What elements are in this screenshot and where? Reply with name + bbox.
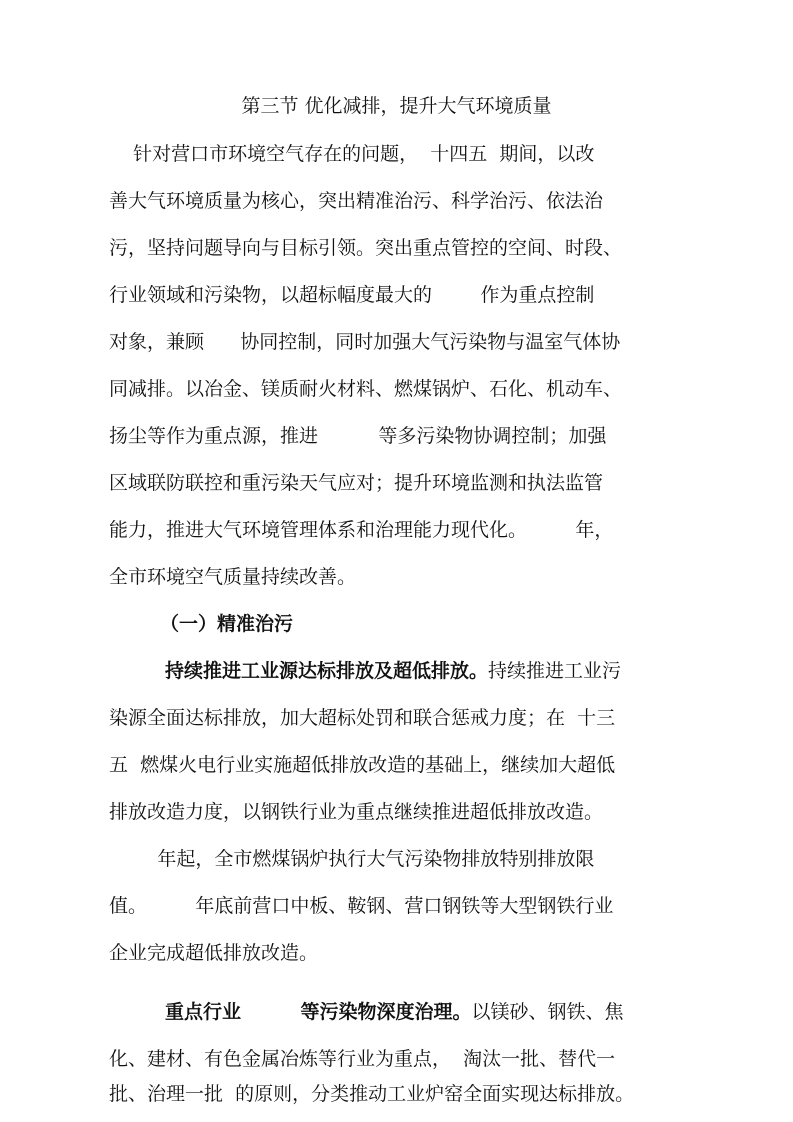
paragraph-line: 区域联防联控和重污染天气应对；提升环境监测和执法监管 [109,472,604,494]
paragraph-line: 值。 年底前营口中板、鞍钢、营口钢铁等大型钢铁行业 [109,895,614,917]
paragraph-first-line [165,657,621,685]
paragraph-line: 行业领域和污染物，以超标幅度最大的 作为重点控制 [109,284,595,306]
paragraph-line: 扬尘等作为重点源，推进 等多污染物协调控制；加强 [109,425,607,447]
paragraph-text: 以镁砂、钢铁、焦 [471,1001,624,1023]
paragraph-line: 污，坚持问题导向与目标引领。突出重点管控的空间、时段、 [109,237,623,259]
paragraph-first-line [165,998,624,1026]
paragraph-line: 针对营口市环境空气存在的问题， 十四五 期间，以改 [109,143,595,165]
paragraph-line: 企业完成超低排放改造。 [109,942,319,964]
subsection-heading: （一）精准治污 [160,613,294,635]
paragraph-line: 对象，兼顾 协同控制，同时加强大气污染物与温室气体协 [109,331,621,353]
paragraph-lead: 重点行业 等污染物深度治理。 [165,1001,472,1023]
paragraph-line: 批、治理一批 的原则，分类推动工业炉窑全面实现达标排放。 [109,1083,635,1105]
section-title: 第三节 优化减排，提升大气环境质量 [241,95,552,117]
paragraph-lead: 持续推进工业源达标排放及超低排放。 [165,660,489,682]
paragraph-line: 染源全面达标排放，加大超标处罚和联合惩戒力度；在 十三 [109,707,616,729]
paragraph-line: 全市环境空气质量持续改善。 [109,566,357,588]
paragraph-line: 化、建材、有色金属冶炼等行业为重点， 淘汰一批、替代一 [109,1048,616,1070]
paragraph-line: 善大气环境质量为核心，突出精准治污、科学治污、依法治 [109,190,604,212]
paragraph-line: 排放改造力度，以钢铁行业为重点继续推进超低排放改造。 [109,801,604,823]
paragraph-line: 年起，全市燃煤锅炉执行大气污染物排放特别排放限 [109,848,595,870]
paragraph-line: 同减排。以冶金、镁质耐火材料、燃煤锅炉、石化、机动车、 [109,378,623,400]
paragraph-line: 五 燃煤火电行业实施超低排放改造的基础上，继续加大超低 [109,754,616,776]
paragraph-line: 能力，推进大气环境管理体系和治理能力现代化。 年， [109,519,614,541]
paragraph-text: 持续推进工业污 [488,660,622,682]
